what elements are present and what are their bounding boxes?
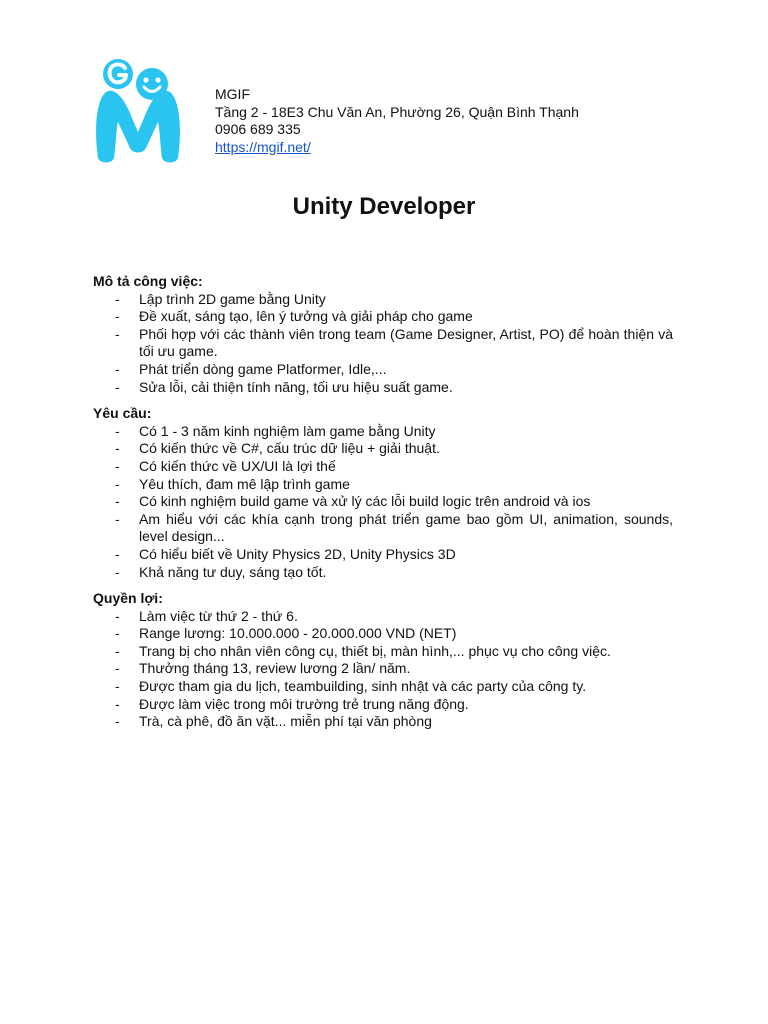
bullet-dash: - — [115, 545, 120, 562]
bullet-dash: - — [115, 607, 120, 624]
company-address: Tầng 2 - 18E3 Chu Văn An, Phường 26, Quận Bình Thạnh — [215, 103, 579, 120]
bullet-dash: - — [115, 457, 120, 474]
bullet-dash: - — [115, 625, 120, 642]
list-item — [93, 564, 673, 582]
item-text: Yêu thích, đam mê lập trình game — [139, 475, 350, 492]
section-heading: Mô tả công việc: — [93, 273, 203, 289]
bullet-dash: - — [115, 678, 120, 695]
item-list — [93, 608, 673, 731]
company-info — [215, 86, 579, 156]
list-item — [93, 511, 673, 546]
list-item — [93, 379, 673, 397]
bullet-dash: - — [115, 510, 120, 527]
bullet-dash: - — [115, 642, 120, 659]
company-logo — [90, 58, 186, 166]
section-benefits — [93, 590, 673, 731]
item-text: Thưởng tháng 13, review lương 2 lần/ năm. — [139, 660, 411, 677]
list-item — [93, 458, 673, 476]
bullet-dash: - — [115, 563, 120, 580]
item-text: Có 1 - 3 năm kinh nghiệm làm game bằng Unity — [139, 422, 436, 439]
list-item — [93, 493, 673, 511]
bullet-dash: - — [115, 422, 120, 439]
list-item — [93, 440, 673, 458]
item-text: Khả năng tư duy, sáng tạo tốt. — [139, 563, 327, 580]
list-item — [93, 423, 673, 441]
item-text: Được tham gia du lịch, teambuilding, sinh nhật và các party của công ty. — [139, 678, 587, 695]
list-item — [93, 361, 673, 379]
list-item — [93, 696, 673, 714]
list-item — [93, 678, 673, 696]
bullet-dash: - — [115, 308, 120, 325]
logo-graphic — [90, 58, 186, 166]
item-text: Phát triển dòng game Platformer, Idle,... — [139, 360, 387, 377]
list-item — [93, 660, 673, 678]
list-item — [93, 291, 673, 309]
list-item — [93, 643, 673, 661]
item-text: Có hiểu biết về Unity Physics 2D, Unity Physics 3D — [139, 545, 456, 562]
bullet-dash: - — [115, 713, 120, 730]
bullet-dash: - — [115, 360, 120, 377]
bullet-dash: - — [115, 493, 120, 510]
item-text: Làm việc từ thứ 2 - thứ 6. — [139, 607, 298, 624]
bullet-dash: - — [115, 440, 120, 457]
item-text: Am hiểu với các khía cạnh trong phát triển game bao gồm UI, animation, sounds, level design... — [139, 510, 673, 545]
bullet-dash: - — [115, 660, 120, 677]
list-item — [93, 608, 673, 626]
item-text: Có kiến thức về UX/UI là lợi thế — [139, 457, 336, 474]
bullet-dash: - — [115, 475, 120, 492]
section-heading: Yêu cầu: — [93, 405, 152, 422]
item-text: Có kinh nghiệm build game và xử lý các lỗi build logic trên android và ios — [139, 493, 591, 510]
list-item — [93, 476, 673, 494]
section-job-description — [93, 273, 673, 396]
item-text: Đề xuất, sáng tạo, lên ý tưởng và giải pháp cho game — [139, 308, 473, 325]
item-list — [93, 423, 673, 581]
item-list — [93, 291, 673, 397]
bullet-dash: - — [115, 325, 120, 342]
list-item — [93, 308, 673, 326]
item-text: Trà, cà phê, đồ ăn vặt... miễn phí tại văn phòng — [139, 713, 432, 730]
section-heading: Quyền lợi: — [93, 590, 163, 607]
item-text: Lập trình 2D game bằng Unity — [139, 290, 326, 307]
bullet-dash: - — [115, 378, 120, 395]
job-title: Unity Developer — [292, 193, 476, 220]
company-phone: 0906 689 335 — [215, 121, 301, 137]
list-item — [93, 546, 673, 564]
bullet-dash: - — [115, 695, 120, 712]
list-item — [93, 326, 673, 361]
item-text: Có kiến thức về C#, cấu trúc dữ liệu + giải thuật. — [139, 440, 440, 457]
bullet-dash: - — [115, 290, 120, 307]
item-text: Sửa lỗi, cải thiện tính năng, tối ưu hiệu suất game. — [139, 378, 453, 395]
company-name: MGIF — [215, 86, 250, 102]
item-text: Range lương: 10.000.000 - 20.000.000 VND (NET) — [139, 625, 457, 642]
section-requirements — [93, 405, 673, 581]
item-text: Phối hợp với các thành viên trong team (Game Designer, Artist, PO) để hoàn thiện và tối ưu game. — [139, 325, 673, 360]
list-item — [93, 625, 673, 643]
company-website-link[interactable]: https://mgif.net/ — [215, 138, 311, 155]
item-text: Trang bị cho nhân viên công cụ, thiết bị, màn hình,... phục vụ cho công việc. — [139, 642, 611, 659]
list-item — [93, 713, 673, 731]
item-text: Được làm việc trong môi trường trẻ trung năng động. — [139, 695, 469, 712]
job-description — [93, 273, 673, 740]
